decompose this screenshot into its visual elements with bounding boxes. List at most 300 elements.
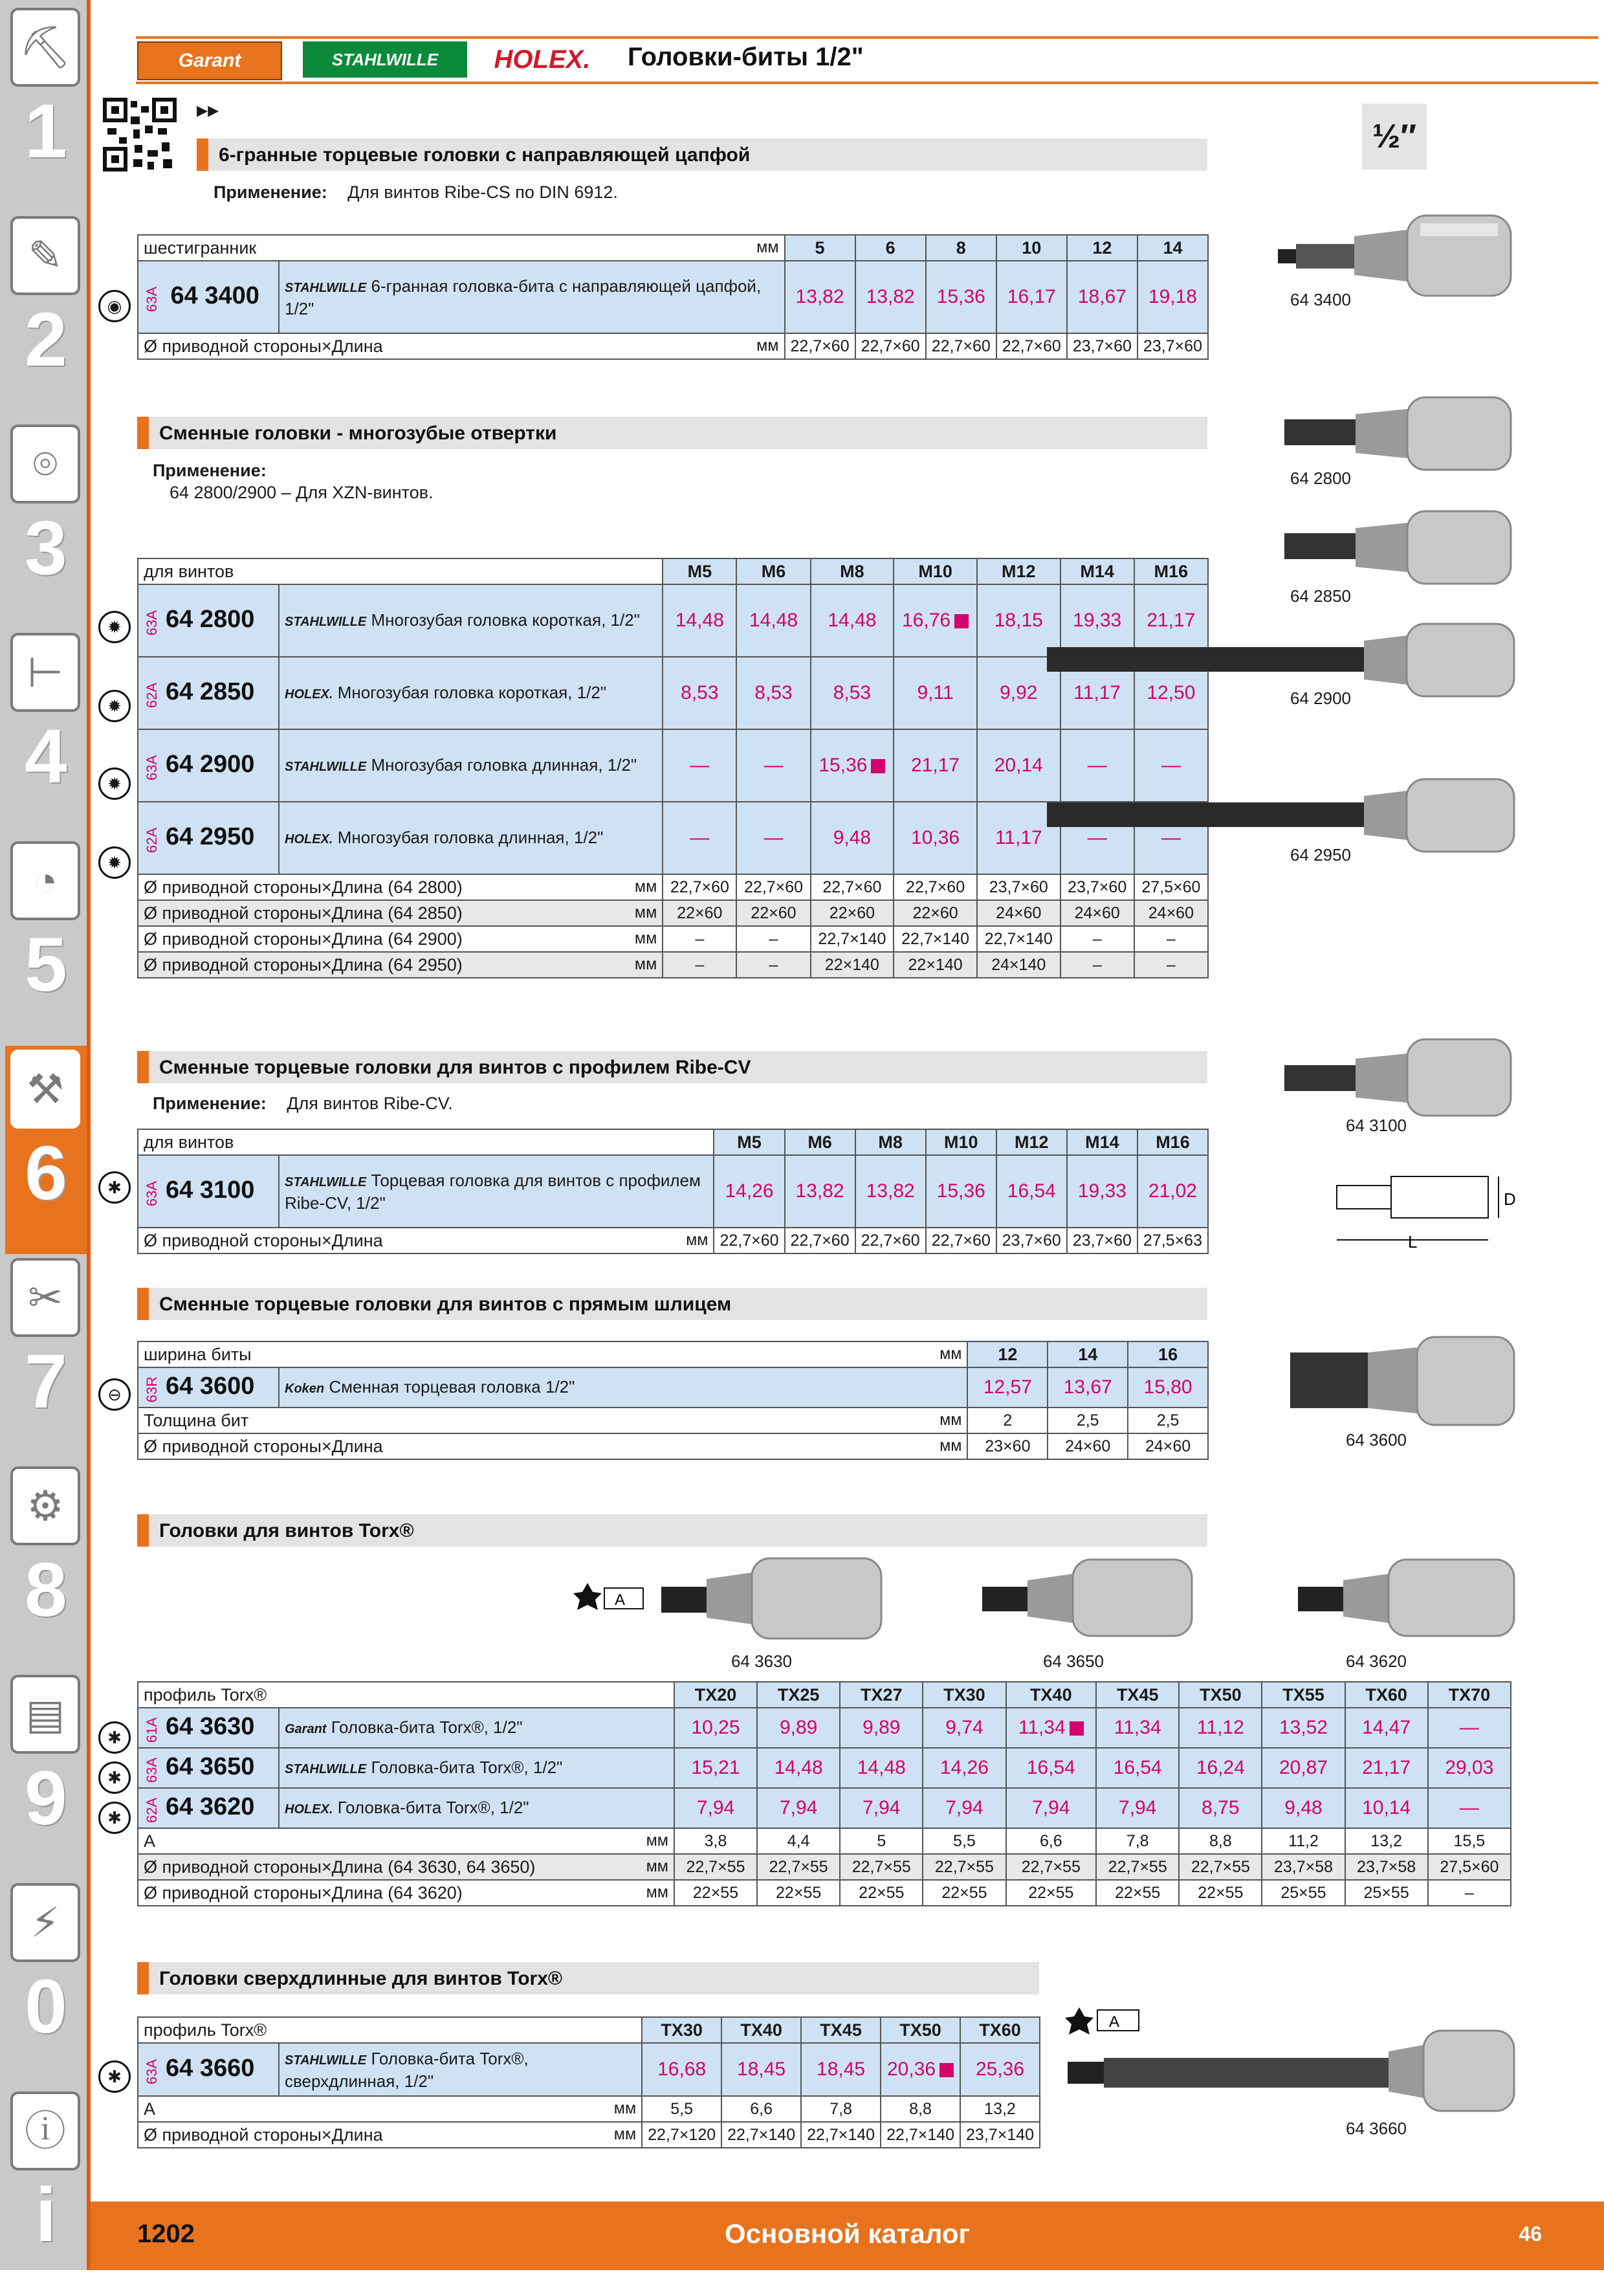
chapter-icon-glyph: ✂ <box>28 1274 63 1321</box>
dimension-cell: 22×140 <box>894 952 977 978</box>
dimension-cell: 22,7×60 <box>811 874 894 900</box>
price-cell <box>1262 1708 1345 1748</box>
table-header-text: для винтов <box>144 1132 234 1152</box>
price-cell <box>757 1788 840 1828</box>
dimension-cell: 22,7×140 <box>811 926 894 952</box>
socket-image-64-2800 <box>1278 395 1517 472</box>
dimension-cell: 8,8 <box>1179 1828 1262 1854</box>
product-description <box>279 1788 674 1828</box>
price-value: 9,89 <box>779 1717 818 1738</box>
product-description <box>279 584 663 657</box>
price-value: 14,48 <box>675 610 724 631</box>
price-cell <box>894 584 977 657</box>
price-cell <box>642 2043 721 2096</box>
price-cell <box>1096 1748 1179 1788</box>
table-header-row <box>138 1682 1511 1708</box>
dimension-label-text: Ø приводной стороны×Длина (64 3630, 64 3650) <box>144 1857 536 1877</box>
dimension-cell: 22,7×140 <box>801 2122 881 2148</box>
page-header <box>91 0 1604 84</box>
multi-tooth-profile-icon: ✹ <box>98 846 131 879</box>
dimension-cell: 13,2 <box>960 2096 1040 2122</box>
table-header-label <box>138 1682 674 1708</box>
price-value: 11,34 <box>1018 1717 1066 1738</box>
product-code-cell[interactable] <box>138 1367 279 1407</box>
dimension-cell: 22,7×55 <box>674 1854 757 1880</box>
product-code-cell[interactable] <box>138 1708 279 1748</box>
sidebar-chapter-i[interactable] <box>5 2088 87 2296</box>
application-label: Применение: <box>153 1094 267 1113</box>
price-value: 14,48 <box>749 610 798 631</box>
product-code: 64 3650 <box>166 1753 255 1781</box>
dimension-cell: 15,5 <box>1428 1828 1511 1854</box>
socket-image-64-3400 <box>1278 210 1517 301</box>
dimension-cell: 2,5 <box>1128 1407 1208 1433</box>
vg-code: 63A <box>144 1757 160 1783</box>
image-caption: 64 3100 <box>1346 1116 1407 1135</box>
size-header: M14 <box>1067 1129 1137 1155</box>
price-cell: 15,36 <box>926 261 996 333</box>
size-header: TX40 <box>1006 1682 1097 1708</box>
size-header: 12 <box>967 1341 1048 1367</box>
product-code-cell[interactable] <box>138 1788 279 1828</box>
price-value: 8,53 <box>833 682 872 703</box>
chapter-icon-glyph: ⚒ <box>27 1066 64 1112</box>
chapter-sidebar <box>0 0 91 2270</box>
section-title-bar <box>137 1962 1039 1994</box>
dimension-cell: 4,4 <box>757 1828 840 1854</box>
product-row <box>138 1708 1511 1748</box>
chapter-number: 2 <box>25 297 67 382</box>
brand-logo: STAHLWILLE <box>285 1175 367 1189</box>
chapter-number: 7 <box>25 1339 67 1424</box>
vg-code: 63A <box>144 2059 160 2084</box>
price-value: 16,54 <box>1026 1757 1075 1778</box>
dimension-cell: 22×55 <box>1006 1880 1097 1906</box>
application-label: Применение: <box>214 182 327 202</box>
dimension-row <box>138 1828 1511 1854</box>
nav-arrows-icon[interactable]: ▸▸ <box>197 98 219 122</box>
price-cell <box>923 1748 1005 1788</box>
garant-logo: Garant <box>137 41 282 80</box>
chapter-number: 9 <box>25 1756 67 1841</box>
chapter-icon <box>10 1466 80 1545</box>
unit-label: мм <box>939 1410 962 1429</box>
price-value: — <box>690 755 710 776</box>
price-cell <box>1428 1788 1511 1828</box>
table-header-row <box>138 558 1208 584</box>
price-value: 7,94 <box>1119 1797 1157 1818</box>
table-header-row <box>138 1129 1208 1155</box>
dimension-cell: 22,7×140 <box>894 926 977 952</box>
sidebar-edge <box>87 0 91 2270</box>
product-code: 64 2850 <box>166 678 255 706</box>
chapter-icon-glyph: ⊢ <box>27 649 63 696</box>
section-title: Головки для винтов Torx® <box>159 1520 414 1541</box>
brand-logo: HOLEX. <box>285 687 333 701</box>
size-header: TX45 <box>801 2017 881 2043</box>
sidebar-chapter-2[interactable] <box>5 212 87 421</box>
price-value: 9,11 <box>917 682 954 703</box>
chapter-icon <box>10 425 80 503</box>
chapter-icon-glyph: ⛏ <box>19 24 72 71</box>
dimension-row <box>138 900 1208 926</box>
product-description <box>279 261 785 333</box>
price-value: 16,54 <box>1113 1757 1162 1778</box>
product-row <box>138 261 1208 333</box>
price-cell <box>785 1155 855 1228</box>
price-cell <box>1345 1748 1428 1788</box>
price-value: 16,24 <box>1196 1757 1245 1778</box>
price-cell <box>923 1708 1005 1748</box>
price-cell <box>1262 1748 1345 1788</box>
product-table-torx <box>137 1681 1511 1906</box>
holex-logo: HOLEX. <box>494 45 591 74</box>
dimension-drawing <box>1333 1173 1527 1250</box>
price-value: 9,89 <box>862 1717 901 1738</box>
application-label: Применение: <box>153 461 267 480</box>
socket-image-64-3600 <box>1288 1333 1517 1430</box>
unit-label: мм <box>756 336 779 355</box>
price-value: 13,82 <box>866 1180 915 1202</box>
dimension-row <box>138 1880 1511 1906</box>
sidebar-chapter-0[interactable] <box>5 1879 87 2088</box>
torx-profile-icon: ✱ <box>98 1721 131 1754</box>
application-note <box>153 461 267 481</box>
brand-logo: HOLEX. <box>285 832 333 846</box>
product-desc-text: Многозубая головка короткая, 1/2" <box>337 682 607 702</box>
price-value: 14,48 <box>828 610 877 631</box>
slot-profile-icon: ⊖ <box>98 1378 131 1411</box>
product-description <box>279 657 663 729</box>
price-cell <box>714 1155 784 1228</box>
dimension-label-text: Ø приводной стороны×Длина <box>144 2125 383 2145</box>
product-code: 64 3100 <box>166 1176 255 1204</box>
torx-a-label: A <box>615 1591 626 1609</box>
price-value: 8,53 <box>754 682 793 703</box>
dimension-cell: 22,7×140 <box>721 2122 801 2148</box>
product-code-cell[interactable] <box>138 729 279 802</box>
socket-image-64-3630 <box>655 1553 888 1644</box>
product-desc-text: Головка-бита Torx®, 1/2" <box>371 1757 563 1777</box>
chapter-icon <box>10 1050 80 1129</box>
qr-code-icon[interactable] <box>102 97 177 172</box>
chapter-icon <box>10 841 80 920</box>
price-cell: 19,18 <box>1137 261 1208 333</box>
brand-logo: Garant <box>285 1721 327 1736</box>
size-header: M5 <box>714 1129 784 1155</box>
product-code-cell[interactable] <box>138 2043 279 2096</box>
hex-profile-icon: ◉ <box>98 290 131 322</box>
product-description <box>279 1367 967 1407</box>
sidebar-chapter-6[interactable] <box>5 1046 87 1254</box>
product-code-cell[interactable] <box>138 584 279 657</box>
brand-logo: HOLEX. <box>285 1802 333 1816</box>
price-value: — <box>764 755 784 776</box>
price-cell <box>960 2043 1040 2096</box>
price-cell <box>674 1748 757 1788</box>
table-header-label <box>138 235 785 261</box>
dimension-cell: 22,7×140 <box>881 2122 960 2148</box>
product-code-cell[interactable] <box>138 1155 279 1228</box>
section-accent <box>137 1051 149 1083</box>
chapter-number: 3 <box>25 505 67 591</box>
price-value: 11,12 <box>1196 1717 1244 1738</box>
size-header: TX25 <box>757 1682 840 1708</box>
dimension-cell: 5,5 <box>642 2096 721 2122</box>
table-header-text: шестигранник <box>144 237 257 258</box>
price-value: 14,48 <box>857 1757 906 1778</box>
dimension-cell: 22,7×55 <box>1006 1854 1097 1880</box>
product-code: 64 3630 <box>166 1713 255 1741</box>
price-cell <box>1006 1788 1097 1828</box>
dimension-label-text: Ø приводной стороны×Длина <box>144 1230 383 1250</box>
size-badge: ½″ <box>1362 104 1427 170</box>
dimension-row <box>138 926 1208 952</box>
price-value: 13,52 <box>1279 1717 1328 1738</box>
price-value: — <box>1087 755 1107 776</box>
product-desc-text: Многозубая головка длинная, 1/2" <box>337 827 604 847</box>
size-header: 8 <box>926 235 996 261</box>
product-desc-text: Многозубая головка короткая, 1/2" <box>371 610 640 630</box>
size-header: TX20 <box>674 1682 757 1708</box>
price-cell: 13,82 <box>855 261 926 333</box>
table-header-text: ширина биты <box>144 1344 252 1364</box>
sidebar-chapter-7[interactable] <box>5 1254 87 1463</box>
part-number: 46 <box>1519 2222 1542 2246</box>
size-header: TX55 <box>1262 1682 1345 1708</box>
sidebar-chapter-1[interactable] <box>5 4 87 212</box>
dimension-cell: 2,5 <box>1048 1407 1128 1433</box>
price-value: 14,26 <box>939 1757 989 1778</box>
price-value: 21,02 <box>1148 1180 1197 1202</box>
product-row <box>138 1367 1208 1407</box>
price-value: 7,94 <box>696 1797 735 1818</box>
chapter-icon <box>10 2092 80 2170</box>
chapter-icon <box>10 216 80 295</box>
image-caption: 64 3650 <box>1043 1651 1104 1671</box>
section-title-bar <box>137 1514 1207 1547</box>
chapter-number: i <box>35 2172 57 2258</box>
sidebar-chapter-4[interactable] <box>5 629 87 837</box>
table-header-label <box>138 1129 714 1155</box>
image-caption: 64 3600 <box>1346 1430 1407 1450</box>
dimension-label-text: Толщина бит <box>144 1410 249 1430</box>
dimension-label-text: A <box>144 1831 156 1851</box>
price-cell: 13,67 <box>1048 1367 1128 1407</box>
price-value: — <box>1459 1797 1479 1818</box>
size-header: M10 <box>926 1129 996 1155</box>
stahlwille-logo: STAHLWILLE <box>303 41 467 78</box>
dimension-cell: – <box>1060 926 1134 952</box>
socket-image-64-3100 <box>1278 1035 1517 1120</box>
dimension-cell: – <box>1060 952 1134 978</box>
sidebar-chapter-8[interactable] <box>5 1463 87 1671</box>
multi-tooth-profile-icon: ✹ <box>98 767 131 800</box>
unit-label: мм <box>634 955 657 973</box>
dimension-cell: 24×60 <box>1048 1433 1128 1459</box>
product-code-cell[interactable] <box>138 1748 279 1788</box>
application-note <box>153 1094 453 1114</box>
dimension-cell: 23×60 <box>967 1433 1048 1459</box>
dimension-cell: 24×60 <box>1134 900 1208 926</box>
page-footer <box>91 2202 1604 2270</box>
price-value: 16,54 <box>1007 1180 1056 1202</box>
product-code: 64 2800 <box>166 606 255 634</box>
product-table-64-3100 <box>137 1129 1209 1254</box>
image-caption: 64 3620 <box>1346 1651 1407 1671</box>
price-cell <box>1428 1748 1511 1788</box>
sidebar-chapter-9[interactable] <box>5 1671 87 1879</box>
page-number: 1202 <box>137 2220 195 2248</box>
price-value: 9,48 <box>833 827 872 848</box>
price-value: 14,47 <box>1362 1717 1411 1738</box>
price-cell <box>811 729 894 802</box>
unit-label: мм <box>939 1344 962 1363</box>
table-header-row <box>138 1341 1208 1367</box>
size-header: TX60 <box>960 2017 1040 2043</box>
vg-code: 63A <box>144 755 160 780</box>
price-cell <box>674 1708 757 1748</box>
multi-tooth-profile-icon: ✹ <box>98 611 131 643</box>
price-value: 21,17 <box>1362 1757 1411 1778</box>
new-item-marker-icon <box>939 2063 954 2077</box>
unit-label: мм <box>634 929 657 947</box>
price-cell <box>663 729 736 802</box>
price-cell <box>894 802 977 874</box>
price-cell <box>811 584 894 657</box>
price-cell <box>663 657 736 729</box>
price-value: — <box>1161 827 1181 848</box>
price-value: 10,14 <box>1362 1797 1411 1818</box>
price-cell <box>811 657 894 729</box>
price-value: 11,17 <box>994 827 1042 848</box>
product-desc-text: Торцевая головка для винтов с профилем Ribe-CV, 1/2" <box>285 1170 701 1213</box>
dimension-cell: 25×55 <box>1345 1880 1428 1906</box>
section-title: Головки сверхдлинные для винтов Torx® <box>159 1968 562 1989</box>
product-description <box>279 729 663 802</box>
image-caption: 64 3660 <box>1346 2119 1407 2138</box>
product-code-cell[interactable] <box>138 261 279 333</box>
dimension-cell: 23,7×140 <box>960 2122 1040 2148</box>
dimension-label <box>138 1228 714 1253</box>
size-header: M8 <box>855 1129 926 1155</box>
price-cell: 12,57 <box>967 1367 1048 1407</box>
unit-label: мм <box>756 237 779 256</box>
dimension-cell: 22,7×60 <box>855 1228 926 1253</box>
chapter-icon-glyph: ⌾ <box>32 441 58 487</box>
sidebar-chapter-5[interactable] <box>5 837 87 1046</box>
product-desc-text: Многозубая головка длинная, 1/2" <box>371 755 637 775</box>
dimension-cell: 27,5×60 <box>1428 1854 1511 1880</box>
dimension-cell: 22,7×120 <box>642 2122 721 2148</box>
dimension-row <box>138 952 1208 978</box>
size-header: M12 <box>977 558 1060 584</box>
dimension-label-text: Ø приводной стороны×Длина (64 2800) <box>144 877 463 897</box>
torx-profile-icon: ✱ <box>98 1761 131 1794</box>
dimension-cell: 2 <box>967 1407 1048 1433</box>
size-header: 12 <box>1067 235 1137 261</box>
price-value: 15,21 <box>691 1757 740 1778</box>
dimension-cell: 6,6 <box>1006 1828 1097 1854</box>
dimension-label <box>138 1854 674 1880</box>
size-header: TX40 <box>721 2017 801 2043</box>
price-value: 10,25 <box>691 1717 740 1738</box>
dimension-cell: 23,7×60 <box>1067 1228 1137 1253</box>
dimension-l-label: L <box>1408 1232 1418 1250</box>
image-caption: 64 2800 <box>1290 469 1351 488</box>
price-value: 7,94 <box>945 1797 983 1818</box>
socket-image-64-2850 <box>1278 509 1517 586</box>
chapter-number: 1 <box>25 89 67 174</box>
image-caption: 64 3630 <box>731 1651 792 1671</box>
dimension-label-text: A <box>144 2099 156 2119</box>
vg-code: 61A <box>144 1717 160 1743</box>
product-code-cell[interactable] <box>138 657 279 729</box>
dimension-row <box>138 1433 1208 1459</box>
price-value: 20,14 <box>994 755 1043 776</box>
socket-image-64-3650 <box>976 1556 1196 1640</box>
dimension-label-text: Ø приводной стороны×Длина (64 2850) <box>144 903 463 923</box>
table-header-text: профиль Torx® <box>144 2020 267 2040</box>
price-value: 14,48 <box>774 1757 823 1778</box>
dimension-cell: 22,7×60 <box>926 1228 996 1253</box>
size-header: M6 <box>785 1129 855 1155</box>
sidebar-chapter-3[interactable] <box>5 421 87 629</box>
dimension-label <box>138 952 663 978</box>
product-row <box>138 1748 1511 1788</box>
dimension-cell: 23,7×58 <box>1345 1854 1428 1880</box>
chapter-icon-glyph: ⚙ <box>27 1483 64 1529</box>
unit-label: мм <box>634 903 657 922</box>
brand-logo: STAHLWILLE <box>285 759 367 774</box>
price-value: 20,36 <box>887 2059 936 2080</box>
size-header: TX30 <box>923 1682 1005 1708</box>
dimension-cell: 22×55 <box>923 1880 1005 1906</box>
dimension-cell: 22,7×60 <box>926 333 996 359</box>
price-value: — <box>764 827 784 848</box>
new-item-marker-icon <box>1070 1721 1084 1736</box>
price-cell <box>1345 1788 1428 1828</box>
size-header: 10 <box>996 235 1067 261</box>
price-value: — <box>1459 1717 1479 1738</box>
price-value: — <box>690 827 710 848</box>
dimension-label <box>138 874 663 900</box>
size-header: TX50 <box>1179 1682 1262 1708</box>
unit-label: мм <box>613 2099 637 2117</box>
chapter-icon <box>10 1675 80 1754</box>
size-header: TX50 <box>881 2017 960 2043</box>
dimension-cell: 22×140 <box>811 952 894 978</box>
product-table-64-3660 <box>137 2016 1040 2148</box>
dimension-row <box>138 2122 1040 2148</box>
dimension-cell: 22,7×55 <box>1096 1854 1179 1880</box>
price-cell <box>923 1788 1005 1828</box>
dimension-row <box>138 874 1208 900</box>
size-header: M14 <box>1060 558 1134 584</box>
chapter-icon <box>10 633 80 712</box>
price-value: 21,17 <box>911 755 960 776</box>
dimension-cell: 23,7×60 <box>1067 333 1137 359</box>
dimension-cell: 22×60 <box>663 900 736 926</box>
product-desc-text: Головка-бита Torx®, сверхдлинная, 1/2" <box>285 2048 529 2091</box>
new-item-marker-icon <box>871 759 885 773</box>
size-header: TX30 <box>642 2017 721 2043</box>
product-code-cell[interactable] <box>138 802 279 874</box>
price-value: 7,94 <box>862 1797 901 1818</box>
chapter-number: 4 <box>25 714 67 799</box>
dimension-cell: 23,7×58 <box>1262 1854 1345 1880</box>
price-cell <box>1006 1708 1097 1748</box>
